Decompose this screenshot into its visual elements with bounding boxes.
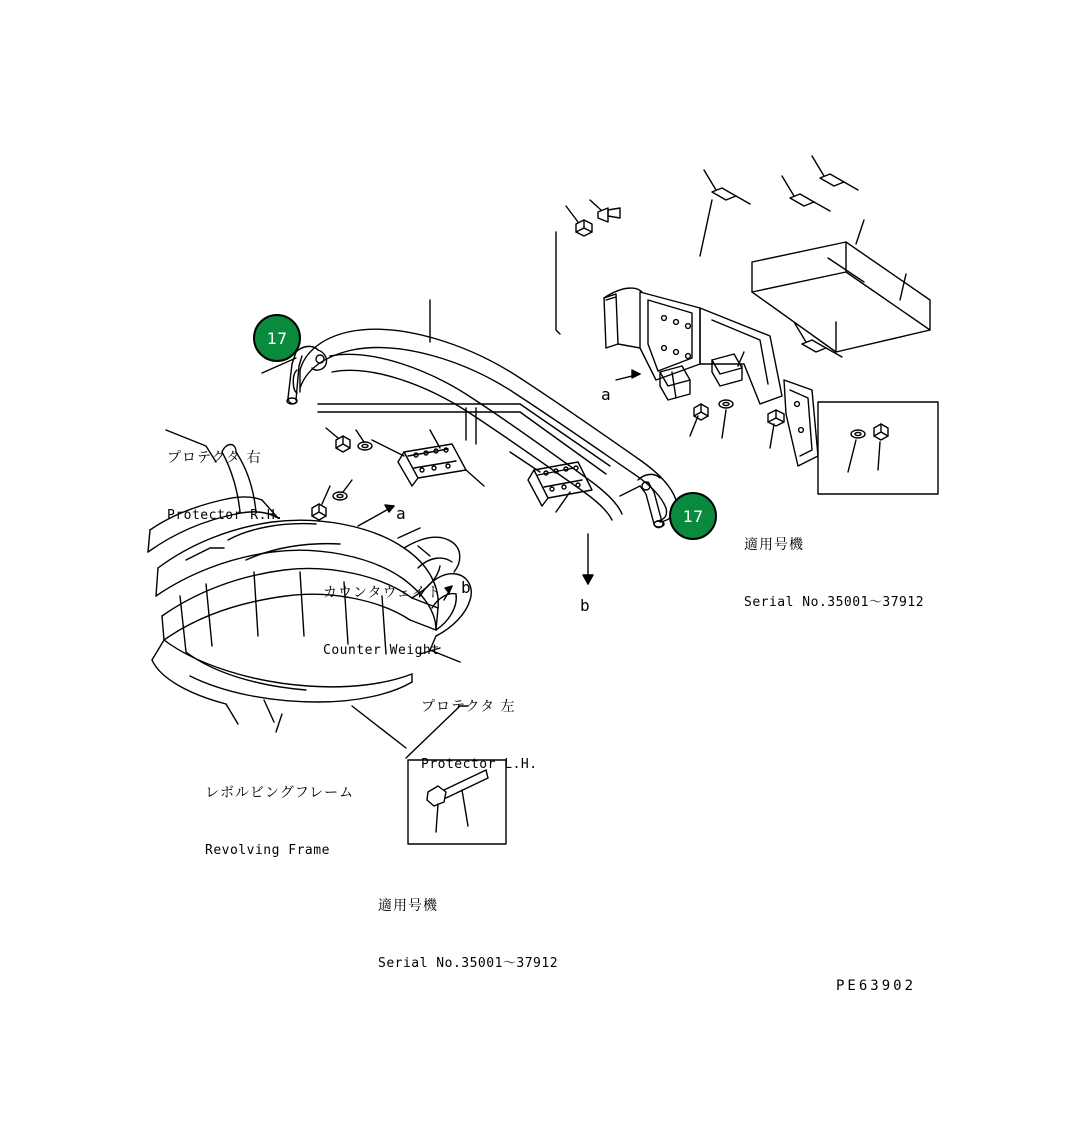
label-protector-lh (421, 659, 538, 813)
callout-a-right: a (601, 385, 611, 404)
label-serial-note-bottom-en: Serial No.35001～37912 (378, 955, 559, 971)
label-protector-rh (167, 410, 284, 564)
drawing-code: PE63902 (836, 978, 917, 994)
label-protector-rh-jp: プロテクタ 右 (167, 450, 262, 466)
label-protector-lh-jp: プロテクタ 左 (421, 699, 516, 715)
label-serial-note-bottom-jp: 適用号機 (378, 898, 438, 914)
label-revolving-frame-en: Revolving Frame (205, 842, 330, 858)
label-serial-note-bottom (378, 858, 558, 1012)
balloon-number: 17 (682, 506, 704, 526)
balloon-17-right[interactable] (669, 492, 717, 540)
label-revolving-frame (205, 745, 354, 899)
label-serial-note-right (744, 497, 924, 651)
callout-a-left: a (396, 504, 406, 523)
balloon-number: 17 (266, 328, 288, 348)
label-protector-lh-en: Protector L.H. (421, 756, 538, 772)
label-serial-note-right-jp: 適用号機 (744, 537, 804, 553)
callout-b-right: b (580, 596, 590, 615)
label-serial-note-right-en: Serial No.35001～37912 (744, 594, 925, 610)
label-counter-weight-jp: カウンタウェイト (323, 585, 442, 601)
callout-b-left: b (461, 578, 471, 597)
label-counter-weight-en: Counter Weight (323, 642, 440, 658)
label-revolving-frame-jp: レボルビングフレーム (205, 785, 355, 801)
balloon-17-left[interactable] (253, 314, 301, 362)
label-protector-rh-en: Protector R.H. (167, 507, 284, 523)
